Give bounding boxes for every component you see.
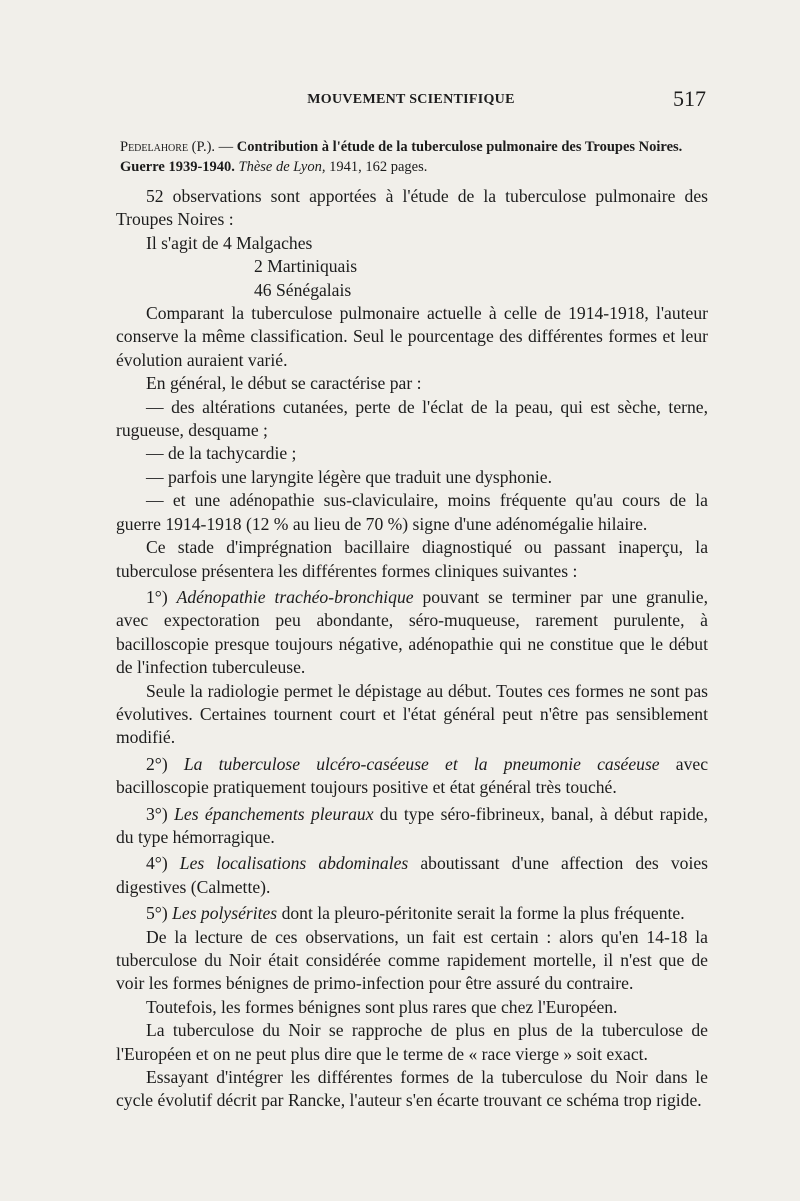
paragraph	[116, 586, 708, 680]
paragraph: Toutefois, les formes bénignes sont plus rares que chez l'Européen.	[146, 996, 618, 1017]
item-heading: Les épanchements pleuraux	[174, 803, 374, 824]
running-title: MOUVEMENT SCIENTIFIQUE	[307, 92, 515, 107]
paragraph: 52 observations sont apportées à l'étude de la tuberculose pulmonaire des Troupes Noires :	[116, 186, 708, 230]
item-number: 5°)	[146, 903, 173, 924]
reference-title: Contribution à l'étude de la tuberculose pulmonaire des Troupes Noires. Guerre 1939-1940.	[120, 139, 683, 175]
page-number: 517	[673, 86, 706, 111]
item-number: 2°)	[146, 753, 184, 774]
article-body	[116, 185, 708, 1113]
paragraph	[116, 803, 708, 850]
bibliographic-reference	[120, 137, 710, 177]
reference-dash: —	[215, 139, 237, 155]
running-head	[116, 86, 706, 118]
paragraph: — et une adénopathie sus-claviculaire, moins fréquente qu'au cours de la guerre 1914-1918 (12 % au lieu de 70 %) signe d'une adénomégalie hilaire.	[116, 490, 708, 534]
paragraph: La tuberculose du Noir se rapproche de plus en plus de la tuberculose de l'Européen et on ne peut plus dire que le terme de « race vierge » soit exact.	[116, 1020, 708, 1064]
item-heading: Les polysérites	[172, 903, 278, 924]
item-heading: La tuberculose ulcéro-caséeuse et la pneumonie caséeuse	[183, 753, 660, 774]
paragraph: — de la tachycardie ;	[146, 443, 297, 464]
paragraph	[116, 902, 708, 925]
item-text: avec bacilloscopie pratiquement toujours positive et état général très touché.	[116, 753, 709, 798]
item-number: 3°)	[146, 803, 175, 824]
paragraph: Essayant d'intégrer les différentes formes de la tuberculose du Noir dans le cycle évolutif décrit par Rancke, l'auteur s'en écarte trouvant ce schéma trop rigide.	[116, 1067, 708, 1111]
item-text: pouvant se terminer par une granulie, avec expectoration peu abondante, séro-muqueuse, rarement purulente, à bacilloscopie presque toujours négative, adénopathie qui ne constitue que le début de l'infection tuberculeuse.	[116, 586, 708, 678]
paragraph	[116, 852, 708, 899]
paragraph: Ce stade d'imprégnation bacillaire diagnostiqué ou passant inaperçu, la tuberculose présentera les différentes formes cliniques suivantes :	[116, 537, 708, 581]
item-heading: Les localisations abdominales	[179, 853, 409, 874]
paragraph: En général, le début se caractérise par :	[146, 373, 422, 394]
reference-author: Pedelahore (P.).	[120, 139, 216, 155]
paragraph: Seule la radiologie permet le dépistage au début. Toutes ces formes ne sont pas évolutives. Certaines tournent court et l'état général peut n'être pas sensiblement modifié.	[116, 680, 708, 748]
reference-source: Thèse de Lyon,	[238, 159, 326, 175]
item-number: 1°)	[146, 586, 177, 607]
paragraph: Comparant la tuberculose pulmonaire actuelle à celle de 1914-1918, l'auteur conserve la même classification. Seul le pourcentage des différentes formes et leur évolution auraient varié.	[116, 303, 708, 370]
item-text: aboutissant d'une affection des voies digestives (Calmette).	[116, 853, 708, 897]
item-text: du type séro-fibrineux, banal, à début rapide, du type hémorragique.	[116, 803, 708, 847]
paragraph: — des altérations cutanées, perte de l'éclat de la peau, qui est sèche, terne, rugueuse, desquame ;	[116, 396, 708, 441]
item-number: 4°)	[146, 853, 180, 874]
list-item: Il s'agit de 4 Malgaches	[146, 232, 313, 253]
troop-list	[116, 232, 708, 302]
list-item: 46 Sénégalais	[254, 279, 352, 300]
paragraph	[116, 753, 708, 800]
reference-details: 1941, 162 pages.	[325, 159, 428, 175]
item-text: dont la pleuro-péritonite serait la forme la plus fréquente.	[277, 903, 685, 924]
list-item: 2 Martiniquais	[254, 256, 358, 277]
item-heading: Adénopathie trachéo-bronchique	[176, 586, 414, 607]
paragraph: De la lecture de ces observations, un fait est certain : alors qu'en 14-18 la tuberculose du Noir était considérée comme rapidement mortelle, il n'est que de voir les formes bénignes de primo-infection pour être assuré du contraire.	[116, 926, 708, 994]
paragraph: — parfois une laryngite légère que traduit une dysphonie.	[146, 466, 552, 487]
